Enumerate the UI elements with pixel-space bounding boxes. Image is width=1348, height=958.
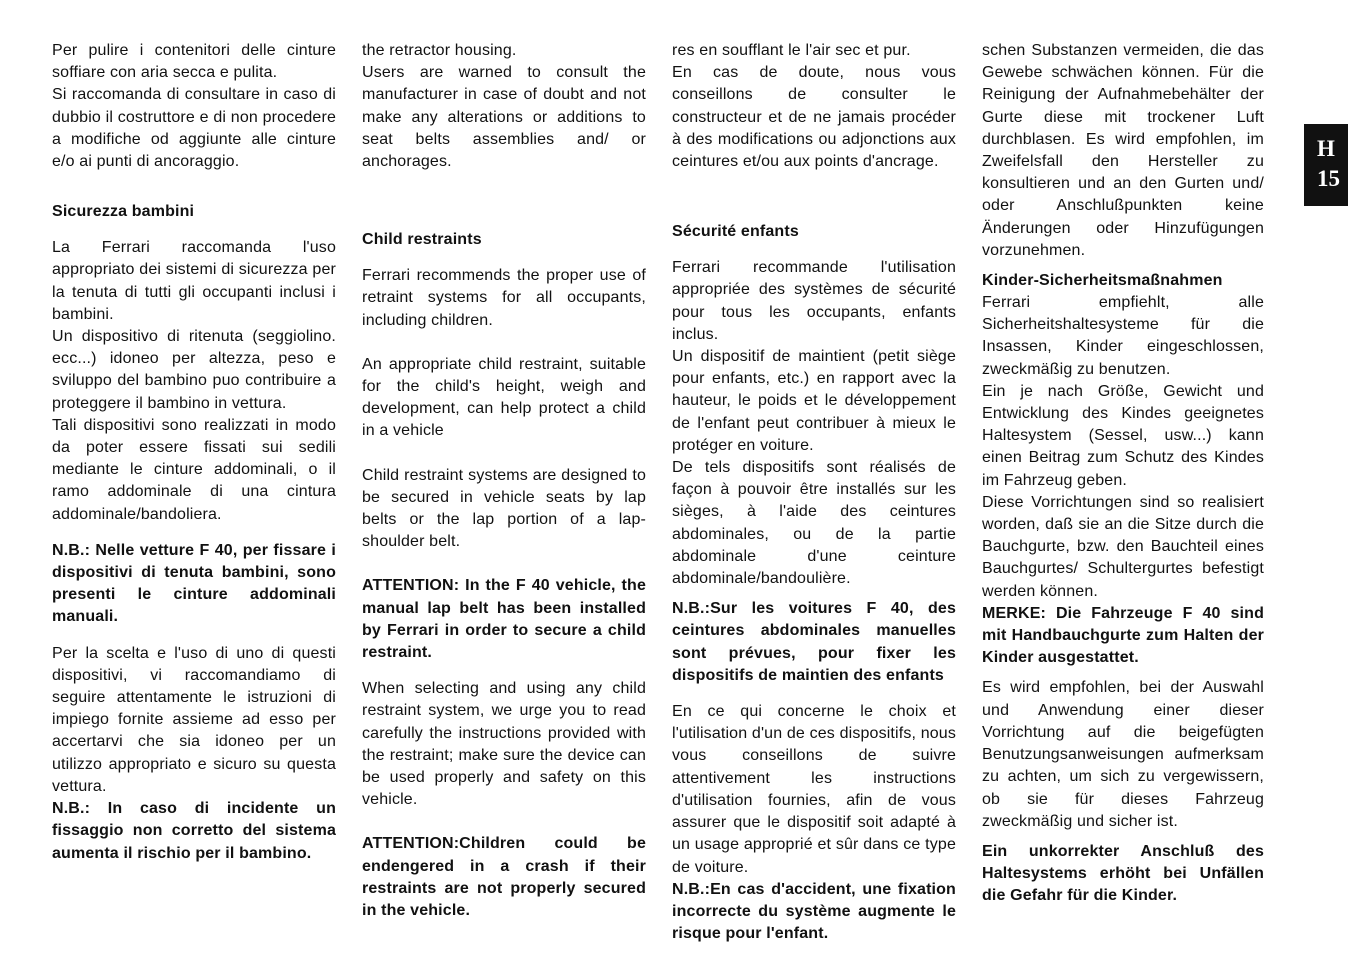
it-fixing-text: Tali dispositivi sono realizzati in modo da poter essere fissati sui sedili mediante le cinture addominali, o il ramo addominale di una cintura addominale/bandoliera. — [52, 416, 336, 523]
en-recommendation-text: Ferrari recommends the proper use of retraint systems for all occupants, including children. — [362, 267, 646, 329]
en-fixing-text: Child restraint systems are designed to be secured in vehicle seats by lap belts or the lap portion of a lap-shoulder belt. — [362, 466, 646, 551]
it-recommendation-text: La Ferrari raccomanda l'uso appropriato dei sistemi di sicurezza per la tenuta di tutti gli occupanti inclusi i bambini. — [52, 239, 336, 323]
it-consult-text: Si raccomanda di consultare in caso di dubbio il costruttore e di non procedere a modifiche od aggiunte alle cinture e/o ai punti di ancoraggio. — [52, 86, 336, 171]
fr-cleaning-text: res en soufflant le l'air sec et pur. — [672, 42, 911, 59]
column-english — [362, 40, 646, 922]
fr-device-text: Un dispositif de maintient (petit siège pour enfants, etc.) en rapport avec la hauteur, le poids et le développement de l'enfant peut contribuer à mieux le protéger en voiture. — [672, 348, 956, 454]
fr-recommendation-text: Ferrari recommande l'utilisation appropriée des systèmes de sécurité pour tous les occupants, enfants inclus. — [672, 259, 956, 343]
section-tab-letter: H — [1317, 136, 1335, 161]
column-french — [672, 40, 956, 945]
fr-heading: Sécurité enfants — [672, 223, 799, 241]
it-cleaning-text: Per pulire i contenitori delle cinture soffiare con aria secca e pulita. — [52, 42, 336, 82]
de-fixing-text: Diese Vorrichtungen sind so realisiert worden, daß sie an die Sitze durch die Bauchgurte, bzw. den Bauchteil eines Bauchgurtes/ Schultergurtes befestigt werden können. — [982, 493, 1264, 600]
page-number: 15 — [1317, 166, 1340, 191]
en-heading: Child restraints — [362, 231, 482, 249]
fr-fixing-text: De tels dispositifs sont réalisés de façon à pouvoir être installés sur les sièges, à l'aide des ceintures abdominales, ou de la partie abdominale d'une ceinture abdominale/bandoulière. — [672, 459, 956, 588]
de-note-accident: Ein unkorrekter Anschluß des Haltesystems erhöht bei Unfällen die Gefahr für die Kinder. — [982, 842, 1264, 905]
en-device-text: An appropriate child restraint, suitable for the child's height, weigh and development, can help protect a child in a vehicle — [362, 355, 646, 440]
en-housing-text: the retractor housing. — [362, 42, 517, 59]
column-italian — [52, 40, 336, 865]
de-selection-text: Es wird empfohlen, bei der Auswahl und Anwendung einer dieser Vorrichtung auf die beigefügten Benutzungsanweisungen aufmerksam zu achten, um sich zu vergewissern, ob sie für dieses Fahrzeug zweckmäßig und sicher ist. — [982, 679, 1264, 830]
en-note-belts: ATTENTION: In the F 40 vehicle, the manual lap belt has been installed by Ferrari in order to secure a child restraint. — [362, 577, 646, 662]
fr-note-accident: N.B.:En cas d'accident, une fixation incorrecte du système augmente le risque pour l'enfant. — [672, 880, 956, 943]
fr-selection-text: En ce qui concerne le choix et l'utilisation d'un de ces dispositifs, nous vous conseillons de suivre attentivement les instructions d'utilisation fournies, afin de vous assurer que le dispositif soit adapté à un usage approprié et sûr dans ce type de voiture. — [672, 703, 956, 876]
it-heading: Sicurezza bambini — [52, 203, 195, 221]
section-tab — [1304, 124, 1348, 206]
it-selection-text: Per la scelta e l'uso di uno di questi dispositivi, vi raccomandiamo di seguire attentamente le istruzioni di impiego fornite assieme ad esso per accertarvi che sia idoneo per un utilizzo appropriato e sicuro su questa vettura. — [52, 644, 336, 795]
fr-consult-text: En cas de doute, nous vous conseillons de consulter le constructeur et de ne jamais procéder à des modifications ou adjonctions aux ceintures et/ou aux points d'ancrage. — [672, 64, 956, 171]
de-recommendation-text: Ferrari empfiehlt, alle Sicherheitshaltesysteme für die Insassen, Kinder eingeschlossen, zweckmäßig zu benutzen. — [982, 294, 1264, 378]
de-device-text: Ein je nach Größe, Gewicht und Entwicklung des Kindes geeignetes Haltesystem (Sessel, usw...) kann einen Beitrag zum Schutz des Kindes im Fahrzeug geben. — [982, 382, 1264, 489]
en-note-accident: ATTENTION:Children could be endengered in a crash if their restraints are not properly secured in the vehicle. — [362, 835, 646, 920]
it-note-accident: N.B.: In caso di incidente un fissaggio non corretto del sistema aumenta il rischio per il bambino. — [52, 800, 336, 862]
it-device-text: Un dispositivo di ritenuta (seggiolino. ecc...) idoneo per altezza, peso e sviluppo del bambino puo contribuire a proteggere il bambino in vettura. — [52, 328, 336, 412]
de-heading: Kinder-Sicherheitsmaßnahmen — [982, 272, 1223, 290]
de-cleaning-text: schen Substanzen vermeiden, die das Gewebe schwächen können. Für die Reinigung der Aufnahmebehälter der Gurte diese mit trockener Luft durchblasen. Es wird empfohlen, im Zweifelsfall den Hersteller zu konsultieren und an den Gurten und/ oder Anschlußpunkten keine Änderungen oder Hinzufügungen vorzunehmen. — [982, 42, 1264, 259]
fr-note-belts: N.B.:Sur les voitures F 40, des ceintures abdominales manuelles sont prévues, pour fixer les dispositifs de maintien des enfants — [672, 600, 956, 684]
it-note-belts: N.B.: Nelle vetture F 40, per fissare i dispositivi di tenuta bambini, sono presenti le cinture addominali manuali. — [52, 541, 336, 626]
en-selection-text: When selecting and using any child restraint system, we urge you to read carefully the instructions provided with the restraint; make sure the device can be used properly and safety on this vehicle. — [362, 680, 646, 809]
column-german — [982, 40, 1264, 908]
en-consult-text: Users are warned to consult the manufacturer in case of doubt and not make any alterations or additions to seat belts assemblies and/ or anchorages. — [362, 64, 646, 171]
de-note-belts: MERKE: Die Fahrzeuge F 40 sind mit Handbauchgurte zum Halten der Kinder ausgestattet. — [982, 604, 1264, 667]
